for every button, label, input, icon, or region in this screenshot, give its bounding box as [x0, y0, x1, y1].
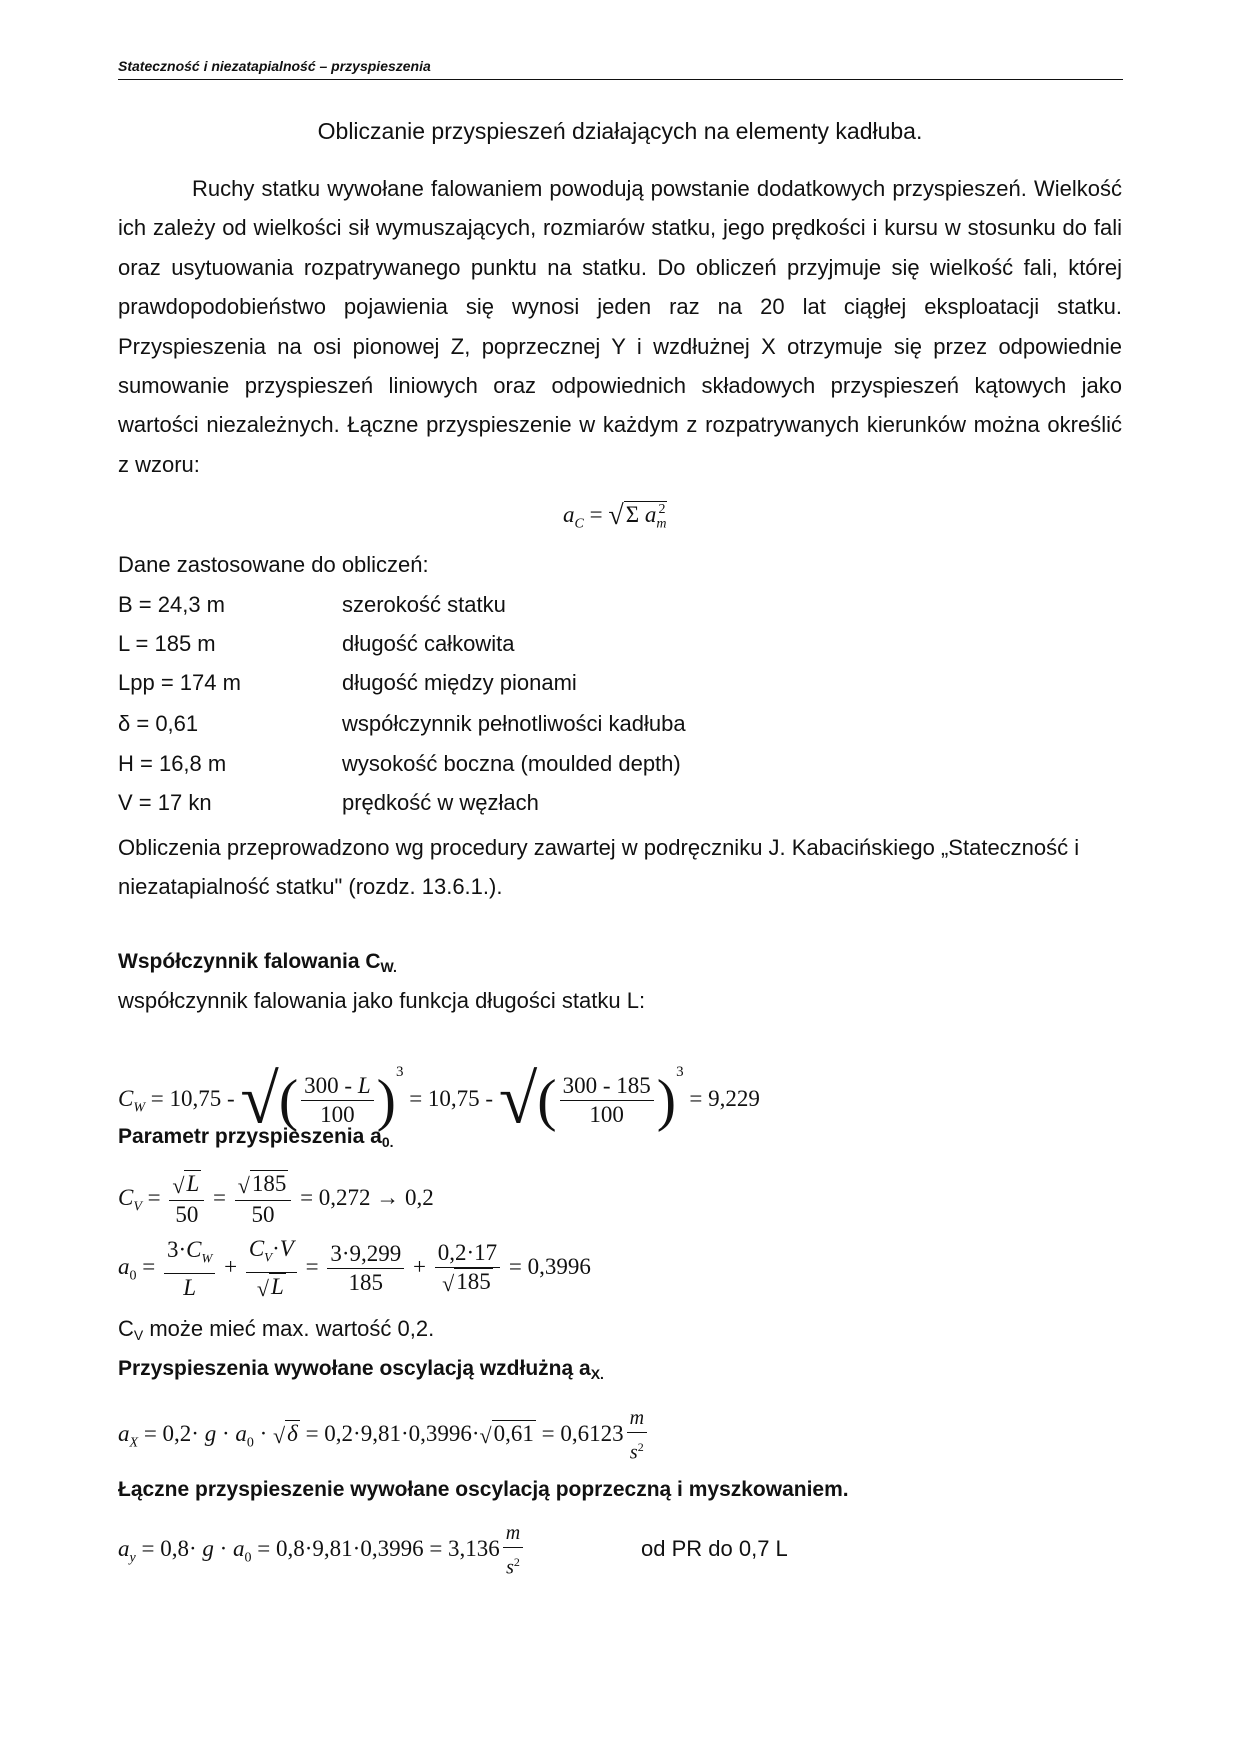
procedure-paragraph: Obliczenia przeprowadzono wg procedury zawartej w podręczniku J. Kabacińskiego „Stateczność i niezatapialność statku" (rozdz. 13.6.1.).: [118, 835, 1080, 899]
data-symbol: V = 17 kn: [118, 790, 212, 815]
formula-total-acceleration: $a_C = √\Sigma$ $a_m^2$: [563, 500, 667, 532]
data-row: [118, 592, 918, 622]
document-title: Obliczanie przyspieszeń działających na elementy kadłuba.: [317, 118, 923, 144]
section-heading-cw: [118, 950, 397, 975]
section-heading-ay: Łączne przyspieszenie wywołane oscylacją poprzeczną i myszkowaniem.: [118, 1478, 849, 1501]
section-heading-text: Przyspieszenia wywołane oscylacją wzdłużną a: [118, 1357, 591, 1380]
data-description: wysokość boczna (moulded depth): [342, 751, 681, 776]
ay-range-note: od PR do 0,7 L: [641, 1536, 788, 1561]
section-heading-sub: X.: [590, 1366, 604, 1382]
cv-note-sub: V: [133, 1327, 144, 1343]
section-heading-sub: 0.: [381, 1134, 394, 1150]
data-row: [118, 670, 918, 700]
data-heading: Dane zastosowane do obliczeń:: [118, 552, 429, 577]
data-description: prędkość w węzłach: [342, 790, 539, 815]
running-header: Stateczność i niezatapialność – przyspieszenia: [118, 58, 431, 74]
data-symbol: δ = 0,61: [118, 711, 199, 736]
data-row: [118, 790, 918, 820]
formula-a0: $a_0$ = $\frac{3\cdot C_W}{L}$ + $\frac{C_V\cdot V}{√L}$ = $\frac{3\cdot 9,299}{185}$ + $\frac{0,2\cdot 17}{√185}$ = 0,3996: [118, 1235, 591, 1301]
data-row: [118, 711, 918, 741]
data-symbol: B = 24,3 m: [118, 592, 226, 617]
formula-cv: $C_V$ = $\frac{√L}{50}$ = $\frac{√185}{50}$ = 0,272 → 0,2: [118, 1171, 434, 1228]
formula-cw: $C_W = 10,75$ - √( $\frac{300 - L}{100}$ )$^3$ = 10,75 - √( $\frac{300 - 185}{100}$ )$^3$ = 9,229: [118, 1061, 760, 1139]
formula-ax: $a_X = 0,2\cdot g \cdot a_0 \cdot √\delta = 0,2\cdot 9,81\cdot 0,3996\cdot√0,61 = 0,6123$ $\frac{m}{s^2}$: [118, 1404, 650, 1464]
cv-note: [118, 1316, 434, 1343]
cv-note-symbol: C: [118, 1316, 134, 1341]
formula-ay: $a_y = 0,8\cdot g \cdot a_0 = 0,8\cdot 9,81\cdot 0,3996 = 3,136$ $\frac{m}{s^2}$: [118, 1518, 526, 1580]
intro-paragraph: Ruchy statku wywołane falowaniem powodują powstanie dodatkowych przyspieszeń. Wielkość ich zależy od wielkości sił wymuszających, rozmiarów statku, jego prędkości i kursu w stosunku do fali oraz usytuowania rozpatrywanego punktu na statku. Do obliczeń przyjmuje się wielkość fali, której prawdopodobieństwo pojawienia się wynosi jeden raz na 20 lat ciągłej eksploatacji statku. Przyspieszenia na osi pionowej Z, poprzecznej Y i wzdłużnej X otrzymuje się przez odpowiednie sumowanie przyspieszeń liniowych oraz odpowiednich składowych przyspieszeń kątowych jako wartości niezależnych. Łączne przyspieszenie w każdym z rozpatrywanych kierunków można określić z wzoru:: [118, 176, 1122, 477]
data-description: współczynnik pełnotliwości kadłuba: [342, 711, 686, 736]
data-row: [118, 751, 918, 781]
cv-note-text: może mieć max. wartość 0,2.: [143, 1316, 435, 1341]
header-rule: [118, 79, 1123, 80]
section-heading-text: Współczynnik falowania C: [118, 950, 381, 973]
section-heading-text: Parametr przyspieszenia a: [118, 1125, 382, 1148]
section-heading-ax: [118, 1357, 604, 1382]
cw-description: współczynnik falowania jako funkcja długości statku L:: [118, 988, 646, 1013]
data-description: szerokość statku: [342, 592, 506, 617]
section-heading-a0: [118, 1125, 394, 1150]
data-symbol: Lpp = 174 m: [118, 670, 241, 695]
data-description: długość między pionami: [342, 670, 577, 695]
data-symbol: H = 16,8 m: [118, 751, 227, 776]
data-description: długość całkowita: [342, 631, 515, 656]
data-symbol: L = 185 m: [118, 631, 216, 656]
section-heading-sub: W.: [380, 959, 397, 975]
data-row: [118, 631, 918, 661]
